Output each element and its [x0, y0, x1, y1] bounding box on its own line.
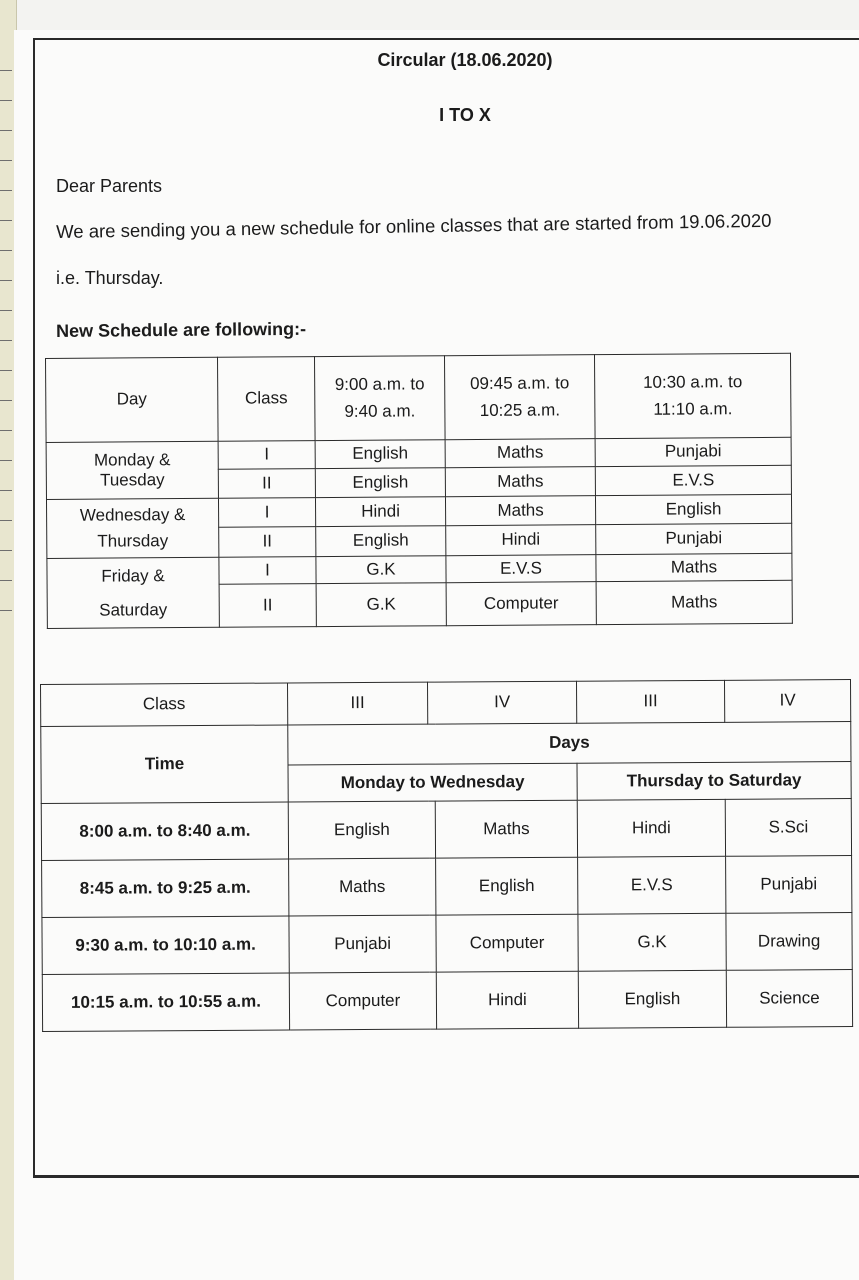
class-cell: I	[219, 557, 316, 585]
slot-2-start: 09:45 a.m. to	[469, 373, 570, 394]
class-cell: I	[218, 498, 315, 528]
table-row	[41, 799, 851, 861]
class-range: I TO X	[439, 105, 491, 125]
subject-cell: E.V.S	[595, 465, 791, 495]
table-row	[42, 856, 852, 918]
day-line-2: Tuesday	[99, 470, 165, 490]
subject-cell: Hindi	[446, 525, 596, 556]
class-col-header: III	[287, 682, 427, 725]
group-thursday-to-saturday: Thursday to Saturday	[577, 762, 851, 801]
subject-cell: English	[316, 526, 446, 557]
subject-cell: English	[595, 494, 791, 524]
slot-3-start: 10:30 a.m. to	[642, 372, 743, 392]
slot-1-end: 9:40 a.m.	[344, 400, 416, 421]
class-col-header: IV	[724, 680, 850, 723]
class-col-header: III	[576, 680, 724, 723]
time-label: Time	[41, 725, 288, 804]
subject-cell: English	[288, 801, 435, 859]
class-col-header: IV	[427, 681, 576, 724]
subject-cell: G.K	[578, 913, 726, 971]
header-slot-3	[594, 353, 791, 438]
subject-cell: E.V.S	[578, 856, 726, 914]
body-line-1: We are sending you a new schedule for online classes that are started from 19.06.2020	[56, 209, 772, 242]
schedule-table-classes-3-4	[40, 679, 853, 1032]
subject-cell: Maths	[435, 800, 577, 858]
day-line-2: Saturday	[99, 599, 168, 620]
subject-cell: Punjabi	[596, 523, 792, 554]
day-line-1: Friday &	[101, 565, 165, 586]
subject-cell: G.K	[316, 556, 446, 584]
subject-cell: Maths	[596, 553, 792, 581]
subject-cell: English	[315, 440, 445, 469]
class-cell: II	[219, 584, 316, 628]
class-cell: II	[219, 527, 316, 558]
subject-cell: Computer	[289, 972, 436, 1030]
days-label: Days	[288, 722, 851, 765]
subject-cell: Computer	[436, 914, 578, 972]
schedule-heading: New Schedule are following:-	[56, 318, 307, 341]
header-class: Class	[217, 357, 315, 442]
table-row	[42, 913, 852, 975]
header-slot-1	[314, 356, 445, 441]
slot-3-end: 11:10 a.m.	[653, 398, 733, 419]
time-cell: 8:00 a.m. to 8:40 a.m.	[41, 802, 288, 861]
greeting: Dear Parents	[56, 176, 163, 196]
subject-cell: Punjabi	[595, 437, 791, 466]
subject-cell: Maths	[445, 496, 595, 526]
day-cell	[46, 441, 218, 499]
subject-cell: English	[436, 857, 578, 915]
header-slot-2	[444, 355, 595, 440]
subject-cell: Computer	[446, 582, 596, 626]
slot-1-start: 9:00 a.m. to	[334, 374, 425, 395]
day-line-1: Monday &	[93, 449, 171, 470]
subject-cell: G.K	[316, 583, 446, 627]
subject-cell: Hindi	[436, 971, 578, 1029]
subject-cell: English	[578, 970, 726, 1028]
subject-cell: English	[315, 468, 445, 498]
day-line-1: Wednesday &	[79, 504, 186, 525]
subject-cell: Drawing	[726, 913, 852, 971]
time-cell: 8:45 a.m. to 9:25 a.m.	[42, 859, 289, 918]
class-cell: I	[218, 441, 315, 470]
circular-title: Circular (18.06.2020)	[377, 50, 553, 70]
day-cell	[46, 498, 218, 558]
subject-cell: Science	[726, 970, 852, 1028]
subject-cell: Maths	[596, 580, 792, 624]
subject-cell: Hindi	[577, 799, 725, 857]
slot-2-end: 10:25 a.m.	[479, 399, 561, 420]
class-label: Class	[41, 683, 288, 727]
subject-cell: S.Sci	[725, 799, 851, 857]
subject-cell: Hindi	[315, 497, 445, 527]
day-line-2: Thursday	[97, 531, 169, 551]
time-cell: 9:30 a.m. to 10:10 a.m.	[42, 916, 289, 975]
subject-cell: Maths	[445, 467, 595, 497]
time-cell: 10:15 a.m. to 10:55 a.m.	[42, 973, 289, 1032]
day-cell	[47, 557, 219, 628]
subject-cell: Punjabi	[726, 856, 852, 914]
table-row	[42, 970, 852, 1032]
class-cell: II	[218, 469, 315, 499]
subject-cell: Maths	[289, 858, 436, 916]
group-monday-to-wednesday: Monday to Wednesday	[288, 763, 577, 802]
schedule-table-classes-1-2	[45, 353, 793, 629]
header-day: Day	[46, 357, 219, 442]
subject-cell: E.V.S	[446, 555, 596, 583]
subject-cell: Maths	[445, 439, 595, 468]
subject-cell: Punjabi	[289, 915, 436, 973]
body-line-2: i.e. Thursday.	[56, 268, 164, 288]
